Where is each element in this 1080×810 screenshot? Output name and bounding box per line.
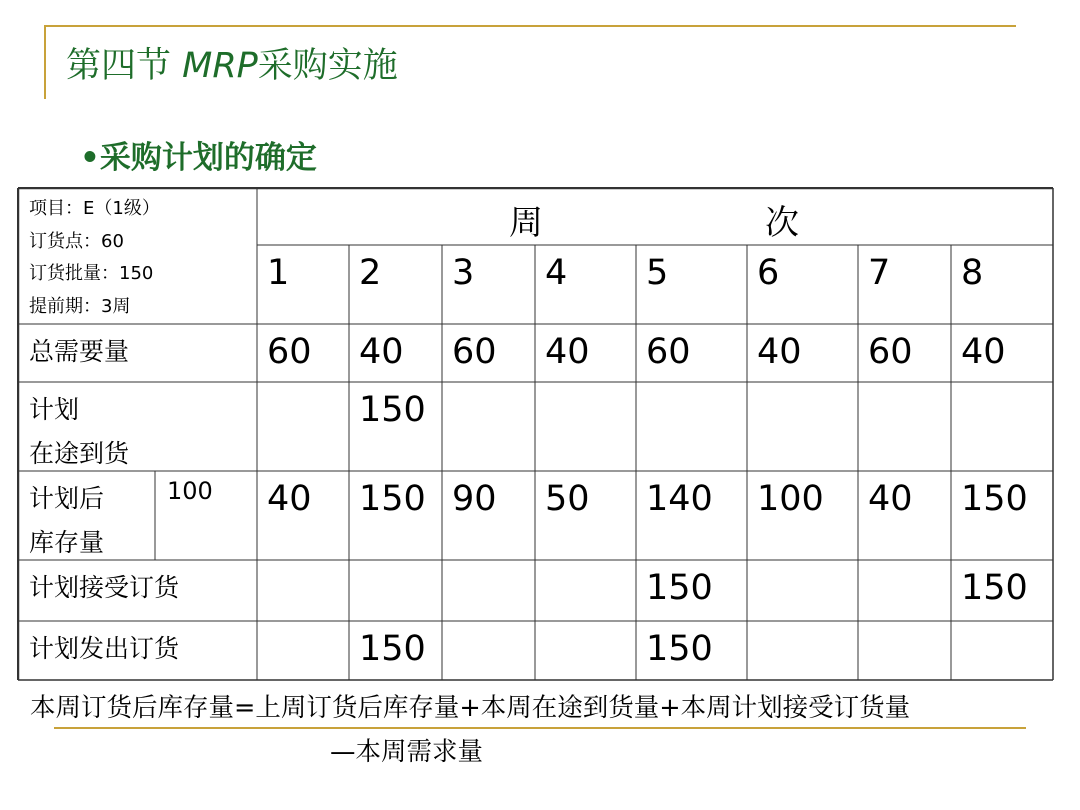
transit-value-cell: 150 [359,390,426,430]
transit-value-cell [535,382,545,390]
transit-value-cell [442,382,452,390]
week-header-ci: 次 [765,203,799,243]
row-label-scheduled-receipts [17,382,257,476]
releases-value-cell [535,621,545,629]
releases-value-cell: 150 [646,629,713,669]
inventory-value-cell: 50 [545,479,590,519]
receipts-value-cell: 150 [646,568,713,608]
receipts-value-cell [257,560,267,568]
inventory-value-cell: 150 [359,479,426,519]
transit-value-cell [858,382,868,390]
row-label-projected-inventory [17,471,155,565]
row-label-line1: 计划 [29,395,80,424]
gross-value-cell: 40 [757,332,802,372]
week-number: 6 [757,253,780,293]
week-header-zhou: 周 [509,203,543,243]
week-number: 2 [359,253,382,293]
inventory-value-cell: 150 [961,479,1028,519]
releases-value-cell: 150 [359,629,426,669]
inventory-value-cell: 100 [757,479,824,519]
initial-inventory: 100 [167,477,213,505]
row-label-planned-receipts: 计划接受订货 [29,573,180,602]
receipts-value-cell [858,560,868,568]
week-number: 5 [646,253,669,293]
releases-value-cell [951,621,961,629]
week-number: 3 [452,253,475,293]
week-number: 1 [267,253,290,293]
gross-value-cell: 40 [359,332,404,372]
week-number: 8 [961,253,984,293]
gross-value-cell: 60 [452,332,497,372]
transit-value-cell [636,382,646,390]
left-rule [44,25,46,99]
row-label-line2: 库存量 [29,528,105,557]
inventory-value-cell: 140 [646,479,713,519]
info-lot-size: 订货批量：150 [29,263,154,284]
row-label-planned-releases: 计划发出订货 [29,634,180,663]
gross-value-cell: 40 [545,332,590,372]
transit-value-cell [747,382,757,390]
releases-value-cell [257,621,267,629]
week-number: 4 [545,253,568,293]
info-lead-time: 提前期：3周 [29,295,131,317]
item-info-cell [17,187,257,324]
title-prefix: 第四节 [66,46,183,86]
gross-value-cell: 60 [267,332,312,372]
top-rule [44,25,1016,27]
gross-value-cell: 60 [868,332,913,372]
receipts-value-cell [747,560,757,568]
receipts-value-cell [442,560,452,568]
transit-value-cell [951,382,961,390]
title-suffix: 采购实施 [257,46,398,86]
receipts-value-cell [349,560,359,568]
releases-value-cell [747,621,757,629]
releases-value-cell [442,621,452,629]
inventory-value-cell: 40 [868,479,913,519]
inventory-value-cell: 90 [452,479,497,519]
row-label-gross-requirements: 总需要量 [29,337,130,366]
inventory-value-cell: 40 [267,479,312,519]
transit-value-cell [257,382,267,390]
week-number: 7 [868,253,891,293]
section-subtitle: •采购计划的确定 [80,140,317,176]
receipts-value-cell [535,560,545,568]
formula-line-1: 本周订货后库存量=上周订货后库存量+本周在途到货量+本周计划接受订货量 [30,693,911,723]
releases-value-cell [858,621,868,629]
mrp-table [17,187,1054,681]
formula-line-2: —本周需求量 [330,737,484,767]
bottom-rule [54,727,1026,729]
receipts-value-cell: 150 [961,568,1028,608]
title-mrp: MRP [182,46,258,86]
gross-value-cell: 60 [646,332,691,372]
info-item: 项目：E（1级） [29,198,160,219]
gross-value-cell: 40 [961,332,1006,372]
row-label-line2: 在途到货 [29,439,130,468]
slide-title [66,38,398,88]
row-label-line1: 计划后 [29,484,105,513]
info-reorder-point: 订货点：60 [29,230,124,252]
